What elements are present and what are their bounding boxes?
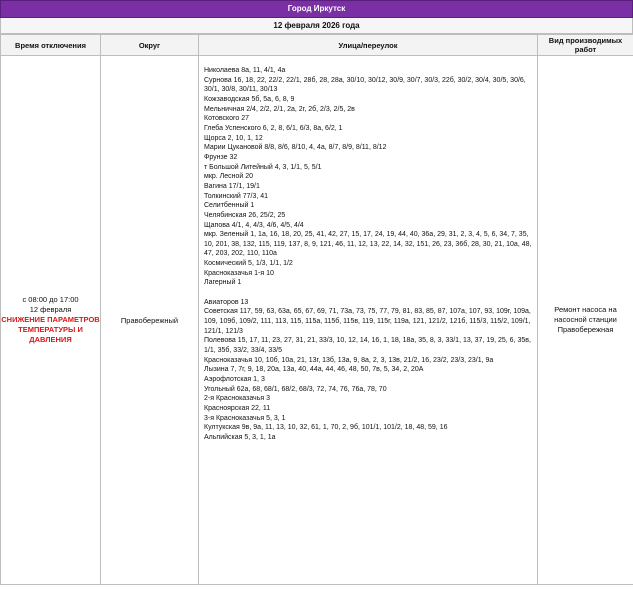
outage-day: 12 февраля [29, 305, 72, 314]
street-entry: Котовского 27 [204, 115, 250, 123]
street-entry: Глеба Успенского 6, 2, 8, 6/1, 6/3, 8а, 6/2, 1 [204, 124, 343, 132]
city-title: Город Иркутск [0, 0, 633, 18]
outage-table [0, 34, 633, 585]
street-entry: Николаева 8а, 11, 4/1, 4а [204, 67, 286, 74]
street-entry: Угольный 62а, 68, 68/1, 68/2, 68/3, 72, 74, 76, 76а, 78, 70 [204, 385, 387, 393]
street-entry: мкр. Зеленый 1, 1а, 16, 18, 20, 25, 41, 42, 27, 15, 17, 24, 19, 44, 40, 36а, 29, 31, 2, 3, 4, 5, 6, 34, 7, 35, 10, 201, 38, 132, 115, 119, 137, 8, 9, 121, 46, 11, 12, 13, 22, 14, 32, 151, 26, 23, 36б, 28, 30, 21, 10а, 48, 47, 203, 202, 110, 110а [204, 231, 532, 258]
street-entry: Вагина 17/1, 19/1 [204, 182, 260, 190]
outage-alert: СНИЖЕНИЕ ПАРАМЕТРОВ ТЕМПЕРАТУРЫ И ДАВЛЕНИЯ [1, 315, 100, 344]
streets-list-1 [204, 66, 533, 288]
street-entry: Фрунзе 32 [204, 153, 238, 161]
street-entry: Сурнова 16, 18, 22, 22/2, 22/1, 28б, 28, 28а, 30/10, 30/12, 30/9, 30/7, 30/3, 22б, 30/2, 30/4, 30/5, 30/6, 30/1, 30/8, 30/11, 30/13 [204, 76, 526, 94]
streets-list-2 [204, 298, 533, 443]
street-entry: Щапова 4/1, 4, 4/3, 4/6, 4/5, 4/4 [204, 221, 304, 229]
street-entry: Красноярская 22, 11 [204, 404, 271, 412]
street-entry: Толкинский 77/3, 41 [204, 192, 269, 200]
outage-time: с 08:00 до 17:00 [22, 295, 79, 304]
street-entry: Селитбенный 1 [204, 202, 255, 210]
streets-cell [199, 56, 538, 585]
district-name: Правобережный [120, 315, 179, 325]
table-header-row [1, 35, 633, 56]
column-header-streets: Улица/переулок [199, 35, 538, 56]
street-entry: мкр. Лесной 20 [204, 173, 254, 181]
street-entry: Култукская 9в, 9а, 11, 13, 10, 32, 61, 1, 70, 2, 9б, 101/1, 101/2, 18, 48, 59, 16 [204, 424, 448, 432]
street-entry: Аэрофлотская 1, 3 [204, 375, 265, 383]
street-entry: Космический 5, 1/3, 1/1, 1/2 [204, 260, 293, 268]
street-entry: 2-я Красноказачья 3 [204, 395, 270, 403]
work-type-cell [538, 56, 633, 585]
street-entry: Красноказачья 1-я 10 [204, 269, 274, 277]
work-type: Ремонт насоса на насосной станции Правобережная [554, 305, 617, 334]
street-entry: Лагерный 1 [204, 279, 242, 287]
outage-time-cell [1, 56, 101, 585]
street-entry: Челябинская 26, 25/2, 25 [204, 211, 286, 219]
street-entry: Полевова 15, 17, 11, 23, 27, 31, 21, 33/3, 10, 12, 14, 16, 1, 18, 18а, 35, 8, 3, 33/1, 13, 37, 19, 25, 6, 35в, 1/1, 35б, 33/2, 33/4, 33/5 [204, 337, 531, 355]
street-entry: Советская 117, 59, 63, 63а, 65, 67, 69, 71, 73а, 73, 75, 77, 79, 81, 83, 85, 87, 107а, 107, 93, 109г, 109а, 109, 109б, 109/2, 111, 113, 115, 115а, 115б, 115в, 119, 115г, 119а, 121, 121/2, 121б, 115/3, 115/2, 109/1, 121/1, 121/3 [204, 308, 531, 335]
report-date: 12 февраля 2026 года [0, 18, 633, 34]
street-entry: Альпийская 5, 3, 1, 1а [204, 433, 276, 441]
street-entry: Красноказачья 10, 10б, 10а, 21, 13г, 13б, 13а, 9, 8а, 2, 3, 13в, 21/2, 16, 23/2, 23/3, 23/1, 9а [204, 356, 494, 364]
street-entry: Авиаторов 13 [204, 298, 249, 306]
column-header-work-type: Вид производимых работ [538, 35, 633, 56]
street-entry: Мельничная 2/4, 2/2, 2/1, 2а, 2г, 2б, 2/3, 2/5, 2в [204, 105, 355, 113]
street-entry: Марии Цукановой 8/8, 8/6, 8/10, 4, 4а, 8/7, 8/9, 8/11, 8/12 [204, 144, 387, 152]
street-entry: Лызина 7, 7г, 9, 18, 20а, 13а, 40, 44а, 44, 46, 48, 50, 7в, 5, 34, 2, 20А [204, 366, 424, 374]
street-entry: 3-я Красноказачья 5, 3, 1 [204, 414, 286, 422]
district-cell [101, 56, 199, 585]
street-entry: Кожзаводская 5б, 5а, 6, 8, 9 [204, 95, 295, 103]
street-entry: Щорса 2, 10, 1, 12 [204, 134, 263, 142]
streets-spacer [204, 288, 533, 298]
column-header-district: Округ [101, 35, 199, 56]
table-row [1, 56, 633, 585]
column-header-time: Время отключения [1, 35, 101, 56]
street-entry: т Большой Литейный 4, 3, 1/1, 5, 5/1 [204, 163, 322, 171]
